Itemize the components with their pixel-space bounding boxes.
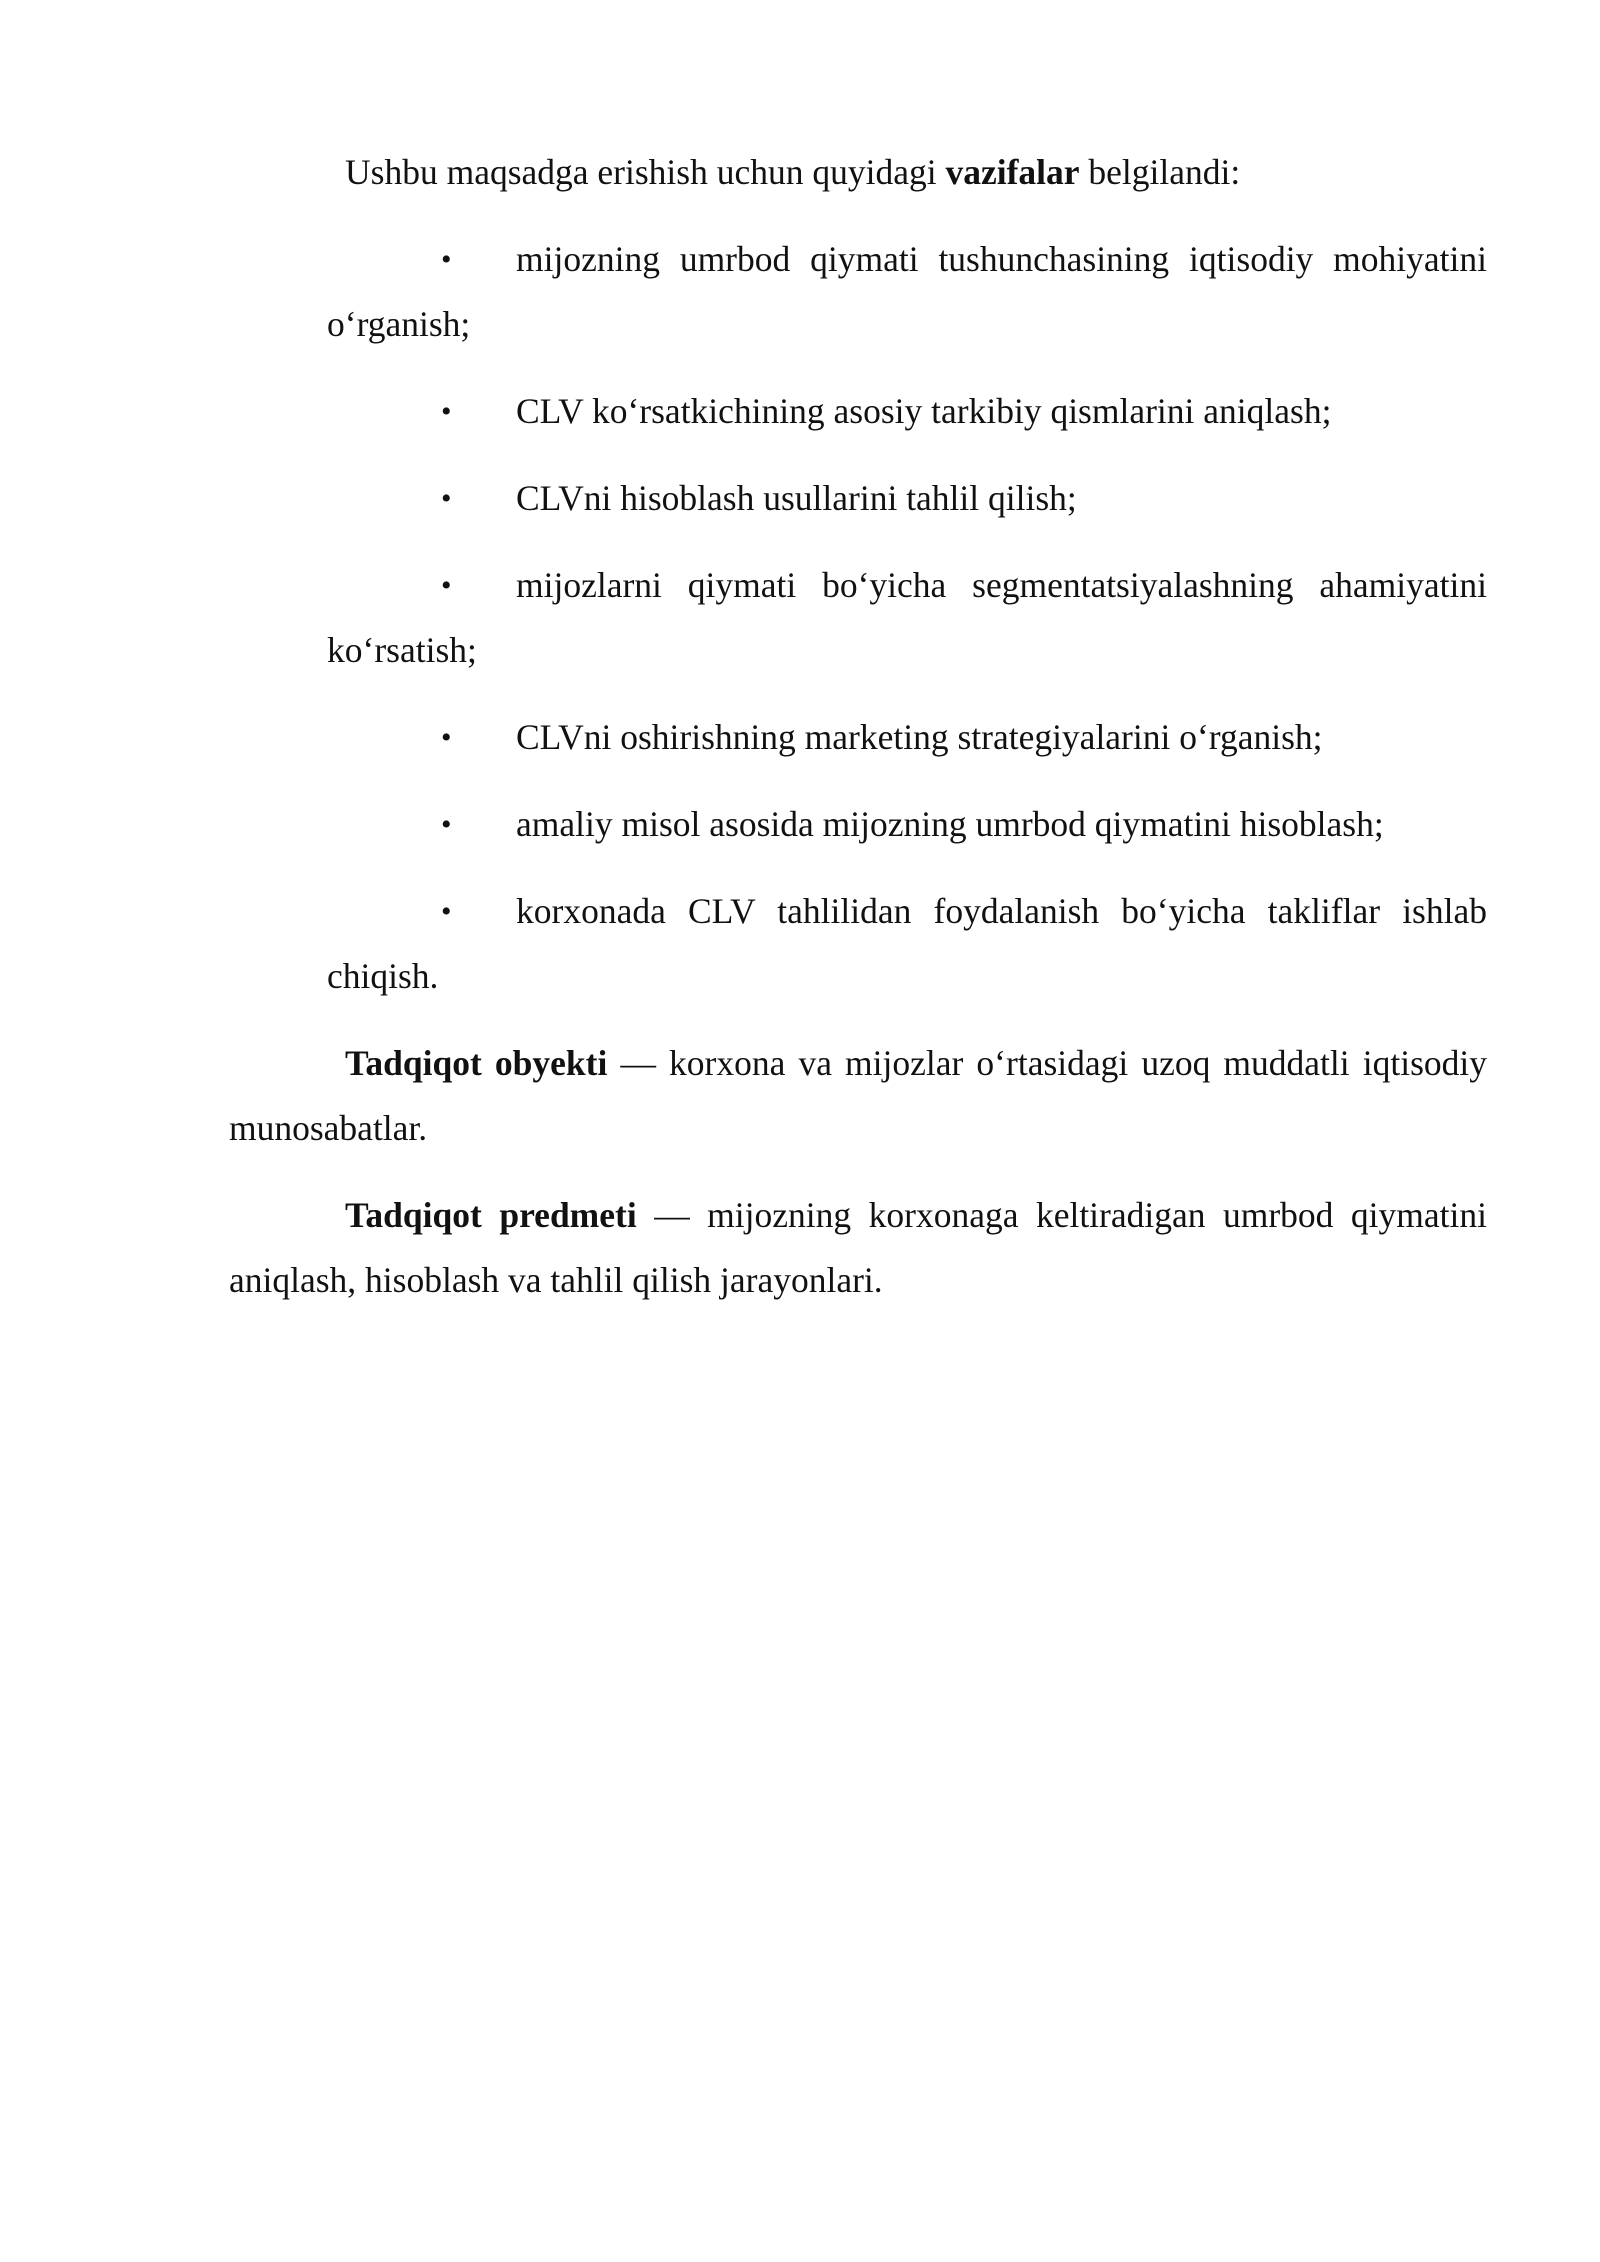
- intro-bold-term: vazifalar: [945, 152, 1080, 192]
- research-subject-text: — mijozning korxonaga keltiradigan umrbod qiymatini aniqlash, hisoblash va tahlil qilish jarayonlari.: [229, 1195, 1487, 1300]
- research-object-label: Tadqiqot obyekti: [345, 1043, 608, 1083]
- bullet-icon: •: [441, 482, 452, 515]
- list-item-text: korxonada CLV tahlilidan foydalanish bo‘yicha takliflar ishlab chiqish.: [327, 891, 1487, 996]
- bullet-icon: •: [441, 721, 452, 754]
- tasks-intro: [229, 140, 1487, 205]
- bullet-icon: •: [441, 243, 452, 276]
- list-item: [327, 227, 1487, 357]
- list-item: [327, 705, 1487, 770]
- list-item: [327, 879, 1487, 1009]
- bullet-icon: •: [441, 569, 452, 602]
- list-item-text: CLVni hisoblash usullarini tahlil qilish;: [516, 478, 1077, 518]
- tasks-list: [327, 227, 1487, 1009]
- bullet-icon: •: [441, 895, 452, 928]
- research-subject-label: Tadqiqot predmeti: [345, 1195, 637, 1235]
- bullet-icon: •: [441, 808, 452, 841]
- list-item-text: amaliy misol asosida mijozning umrbod qiymatini hisoblash;: [516, 804, 1384, 844]
- list-item-text: mijozning umrbod qiymati tushunchasining iqtisodiy mohiyatini o‘rganish;: [327, 239, 1487, 344]
- bullet-icon: •: [441, 395, 452, 428]
- list-item: [327, 466, 1487, 531]
- list-item: [327, 792, 1487, 857]
- list-item-text: CLVni oshirishning marketing strategiyalarini o‘rganish;: [516, 717, 1323, 757]
- research-object-paragraph: [229, 1031, 1487, 1161]
- list-item-text: CLV ko‘rsatkichining asosiy tarkibiy qismlarini aniqlash;: [516, 391, 1332, 431]
- research-object-text: — korxona va mijozlar o‘rtasidagi uzoq muddatli iqtisodiy munosabatlar.: [229, 1043, 1487, 1148]
- list-item: [327, 379, 1487, 444]
- document-body: [229, 140, 1487, 1335]
- research-subject-paragraph: [229, 1183, 1487, 1313]
- list-item: [327, 553, 1487, 683]
- intro-text-before: Ushbu maqsadga erishish uchun quyidagi: [345, 152, 946, 192]
- intro-text-after: belgilandi:: [1079, 152, 1241, 192]
- list-item-text: mijozlarni qiymati bo‘yicha segmentatsiyalashning ahamiyatini ko‘rsatish;: [327, 565, 1487, 670]
